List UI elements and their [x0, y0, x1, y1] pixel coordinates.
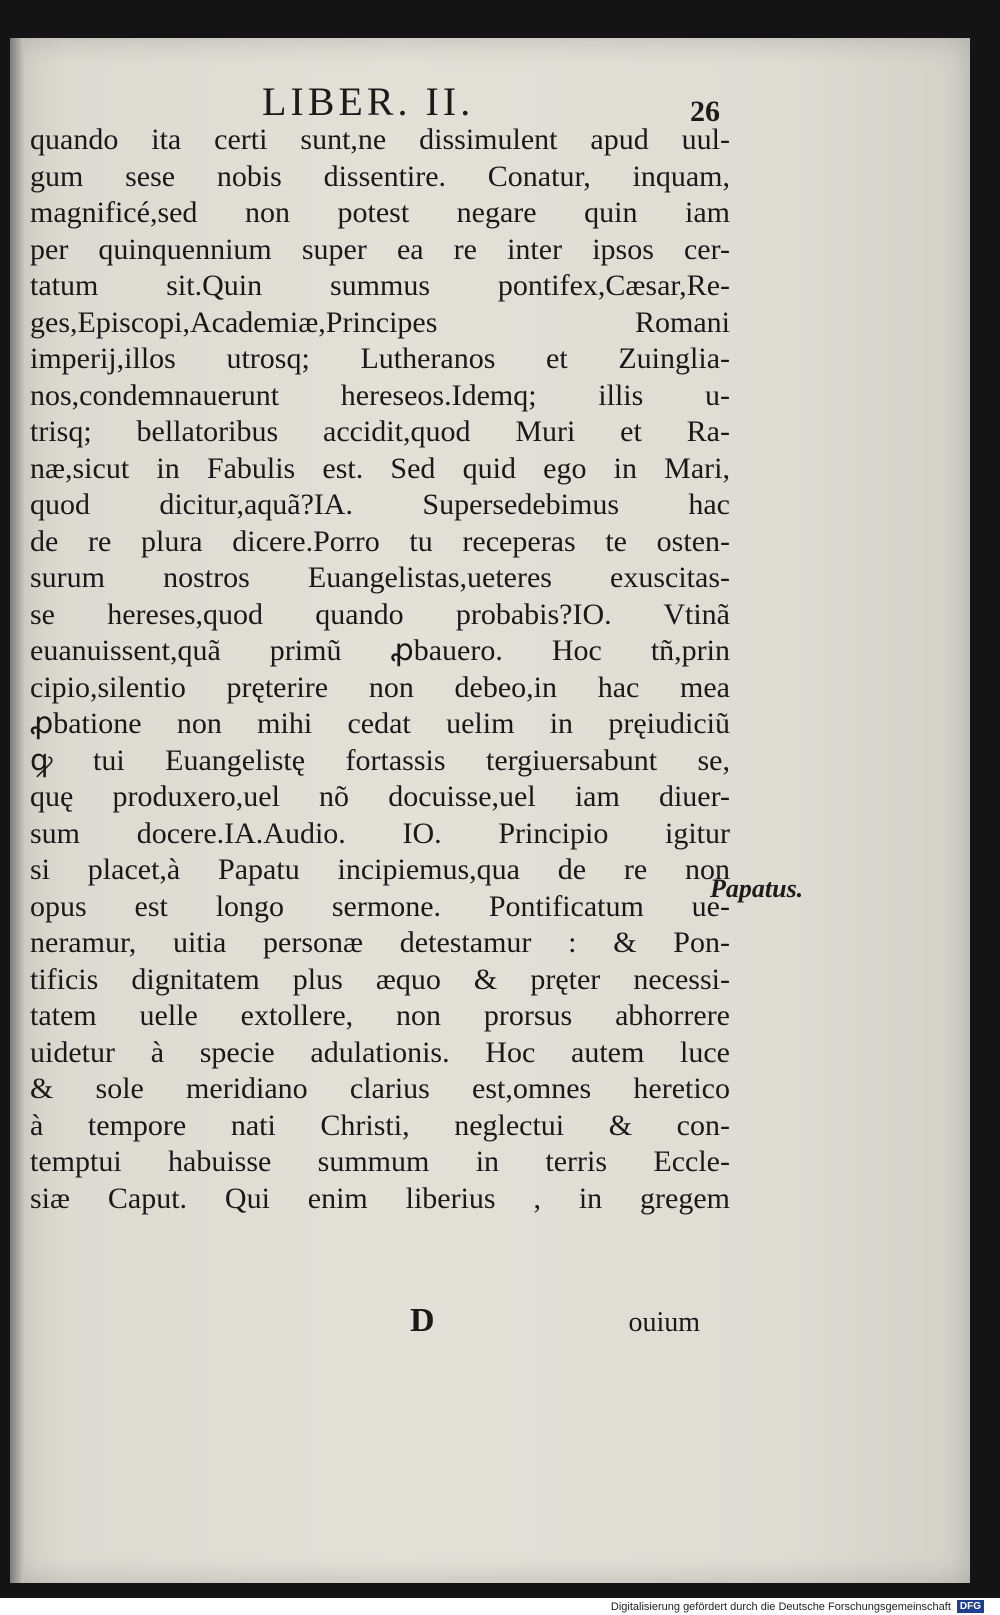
text-line: tificis dignitatem plus æquo & pręter necessi-	[30, 962, 730, 996]
text-line: ꝓbatione non mihi cedat uelim in pręiudiciũ	[30, 707, 730, 740]
text-line: quando ita certi sunt,ne dissimulent apud uul-	[30, 123, 730, 156]
text-line: tatem uelle extollere, non prorsus abhorrere	[30, 999, 730, 1032]
text-line: siæ Caput. Qui enim liberius , in gregem	[30, 1181, 730, 1215]
running-head: LIBER. II.	[262, 79, 475, 124]
page-spine-shadow	[10, 38, 24, 1583]
text-line: cipio,silentio pręterire non debeo,in hac mea	[30, 670, 730, 704]
digitization-footer	[611, 1600, 984, 1613]
text-line: nos,condemnauerunt hereseos.Idemq; illis u-	[30, 378, 730, 412]
text-line: imperij,illos utrosq; Lutheranos et Zuinglia-	[30, 342, 730, 375]
text-line: sum docere.IA.Audio. IO. Principio igitur	[30, 816, 730, 850]
text-line: si placet,à Papatu incipiemus,qua de re non	[30, 853, 730, 886]
text-line: opus est longo sermone. Pontificatum ue-	[30, 889, 730, 923]
text-line: magnificé,sed non potest negare quin iam	[30, 196, 730, 229]
text-line: quę produxero,uel nõ docuisse,uel iam diuer-	[30, 780, 730, 813]
catchword-line	[410, 1302, 700, 1340]
text-line: & sole meridiano clarius est,omnes heretico	[30, 1072, 730, 1105]
text-line: tatum sit.Quin summus pontifex,Cæsar,Re-	[30, 269, 730, 302]
text-line: à tempore nati Christi, neglectui & con-	[30, 1108, 730, 1142]
text-line: de re plura dicere.Porro tu receperas te osten-	[30, 524, 730, 558]
footer-text: Digitalisierung gefördert durch die Deutsche Forschungsgemeinschaft	[610, 1600, 951, 1613]
text-line: uidetur à specie adulationis. Hoc autem luce	[30, 1035, 730, 1069]
text-line: surum nostros Euangelistas,ueteres exuscitas-	[30, 561, 730, 594]
dfg-logo[interactable]: DFG	[957, 1600, 984, 1613]
text-line: quod dicitur,aquã?IA. Supersedebimus hac	[30, 488, 730, 521]
body-text	[30, 122, 730, 1217]
text-line: temptui habuisse summum in terris Eccle-	[30, 1145, 730, 1178]
text-line: se hereses,quod quando probabis?IO. Vtinã	[30, 597, 730, 631]
text-line: neramur, uitia personæ detestamur : & Pon-	[30, 926, 730, 959]
text-line: euanuissent,quã primũ ꝓbauero. Hoc tñ,prin	[30, 634, 730, 667]
text-line: ꝙ tui Euangelistę fortassis tergiuersabunt se,	[30, 743, 730, 777]
catchword: ouium	[628, 1307, 700, 1338]
marginal-note: Papatus.	[710, 874, 804, 903]
text-line: per quinquennium super ea re inter ipsos cer-	[30, 232, 730, 266]
text-line: næ,sicut in Fabulis est. Sed quid ego in Mari,	[30, 451, 730, 485]
text-line: trisq; bellatoribus accidit,quod Muri et Ra-	[30, 415, 730, 448]
text-line: ges,Episcopi,Academiæ,Principes Romani	[30, 305, 730, 339]
text-line: gum sese nobis dissentire. Conatur, inquam,	[30, 159, 730, 193]
folio-number: 26	[690, 95, 720, 128]
signature-mark: D	[410, 1302, 435, 1339]
